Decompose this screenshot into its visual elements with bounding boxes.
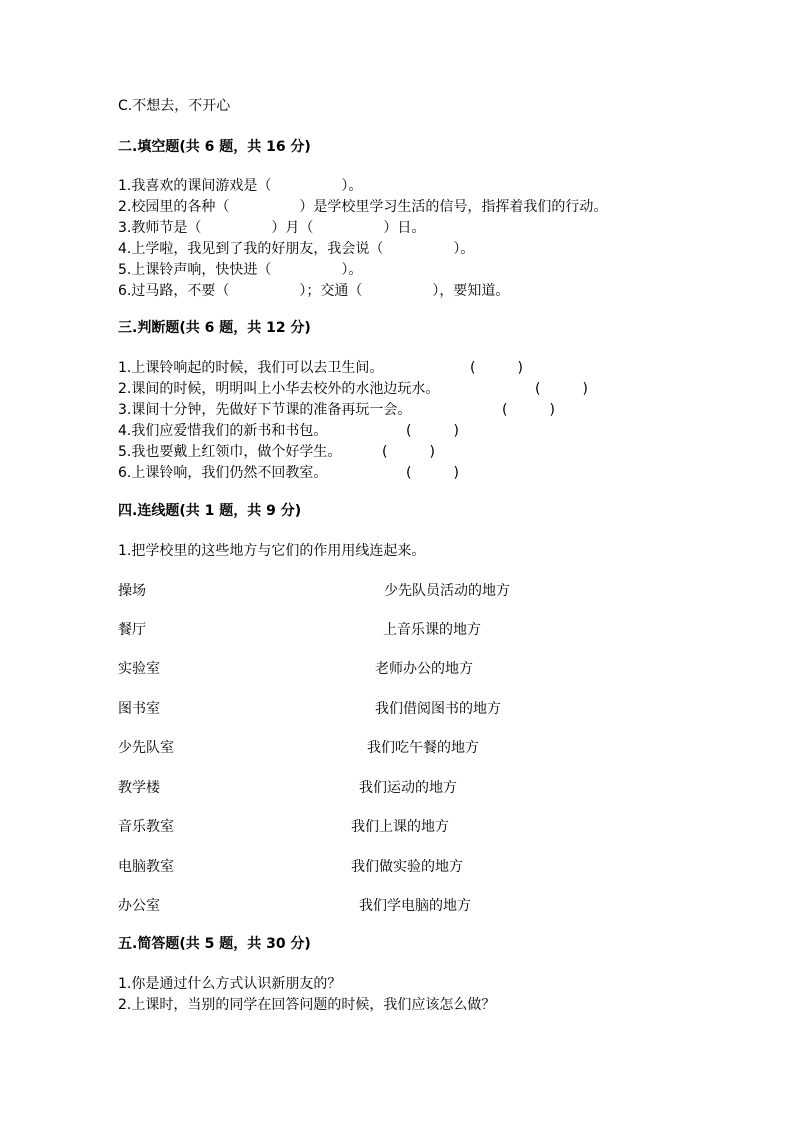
match-left-3: 实验室 xyxy=(118,661,160,677)
match-right-3: 老师办公的地方 xyxy=(375,661,473,677)
fill-item-3: 3.教师节是（ ）月（ ）日。 xyxy=(118,220,426,236)
match-right-5: 我们吃午餐的地方 xyxy=(367,740,479,756)
fill-item-2: 2.校园里的各种（ ）是学校里学习生活的信号，指挥着我们的行动。 xyxy=(118,199,608,215)
prev-option-c: C.不想去，不开心 xyxy=(118,98,231,114)
judge-item-5: 5.我也要戴上红领巾，做个好学生。 xyxy=(118,444,342,460)
match-right-7: 我们上课的地方 xyxy=(351,819,449,835)
short-answer-2: 2.上课时，当别的同学在回答问题的时候，我们应该怎么做？ xyxy=(118,997,496,1013)
section-4-heading: 四.连线题(共 1 题，共 9 分) xyxy=(118,503,302,519)
judge-bracket-2: ( ) xyxy=(535,381,588,397)
judge-item-2: 2.课间的时候，明明叫上小华去校外的水池边玩水。 xyxy=(118,381,440,397)
match-right-2: 上音乐课的地方 xyxy=(383,622,481,638)
judge-bracket-5: ( ) xyxy=(382,444,435,460)
match-right-6: 我们运动的地方 xyxy=(359,780,457,796)
match-left-4: 图书室 xyxy=(118,701,160,717)
fill-item-1: 1.我喜欢的课间游戏是（ ）。 xyxy=(118,178,363,194)
section-2-heading: 二.填空题(共 6 题，共 16 分) xyxy=(118,139,311,155)
match-left-1: 操场 xyxy=(118,583,146,599)
judge-item-1: 1.上课铃响起的时候，我们可以去卫生间。 xyxy=(118,360,384,376)
match-right-8: 我们做实验的地方 xyxy=(351,859,463,875)
judge-bracket-6: ( ) xyxy=(406,465,459,481)
judge-item-6: 6.上课铃响，我们仍然不回教室。 xyxy=(118,465,328,481)
match-left-7: 音乐教室 xyxy=(118,819,174,835)
match-right-9: 我们学电脑的地方 xyxy=(359,898,471,914)
judge-item-4: 4.我们应爱惜我们的新书和书包。 xyxy=(118,423,328,439)
judge-item-3: 3.课间十分钟，先做好下节课的准备再玩一会。 xyxy=(118,402,412,418)
section-5-heading: 五.简答题(共 5 题，共 30 分) xyxy=(118,936,311,952)
match-left-5: 少先队室 xyxy=(118,740,174,756)
short-answer-1: 1.你是通过什么方式认识新朋友的？ xyxy=(118,976,342,992)
match-left-8: 电脑教室 xyxy=(118,859,174,875)
fill-item-5: 5.上课铃声响，快快进（ ）。 xyxy=(118,262,363,278)
section-3-heading: 三.判断题(共 6 题，共 12 分) xyxy=(118,320,311,336)
fill-item-6: 6.过马路，不要（ ）；交通（ ），要知道。 xyxy=(118,283,510,299)
match-left-6: 教学楼 xyxy=(118,780,160,796)
fill-item-4: 4.上学啦，我见到了我的好朋友，我会说（ ）。 xyxy=(118,241,475,257)
match-left-2: 餐厅 xyxy=(118,622,146,638)
match-right-4: 我们借阅图书的地方 xyxy=(375,701,501,717)
match-right-1: 少先队员活动的地方 xyxy=(384,583,510,599)
match-instruction: 1.把学校里的这些地方与它们的作用用线连起来。 xyxy=(118,543,426,559)
judge-bracket-3: ( ) xyxy=(502,402,555,418)
judge-bracket-4: ( ) xyxy=(406,423,459,439)
match-left-9: 办公室 xyxy=(118,898,160,914)
judge-bracket-1: ( ) xyxy=(470,360,523,376)
